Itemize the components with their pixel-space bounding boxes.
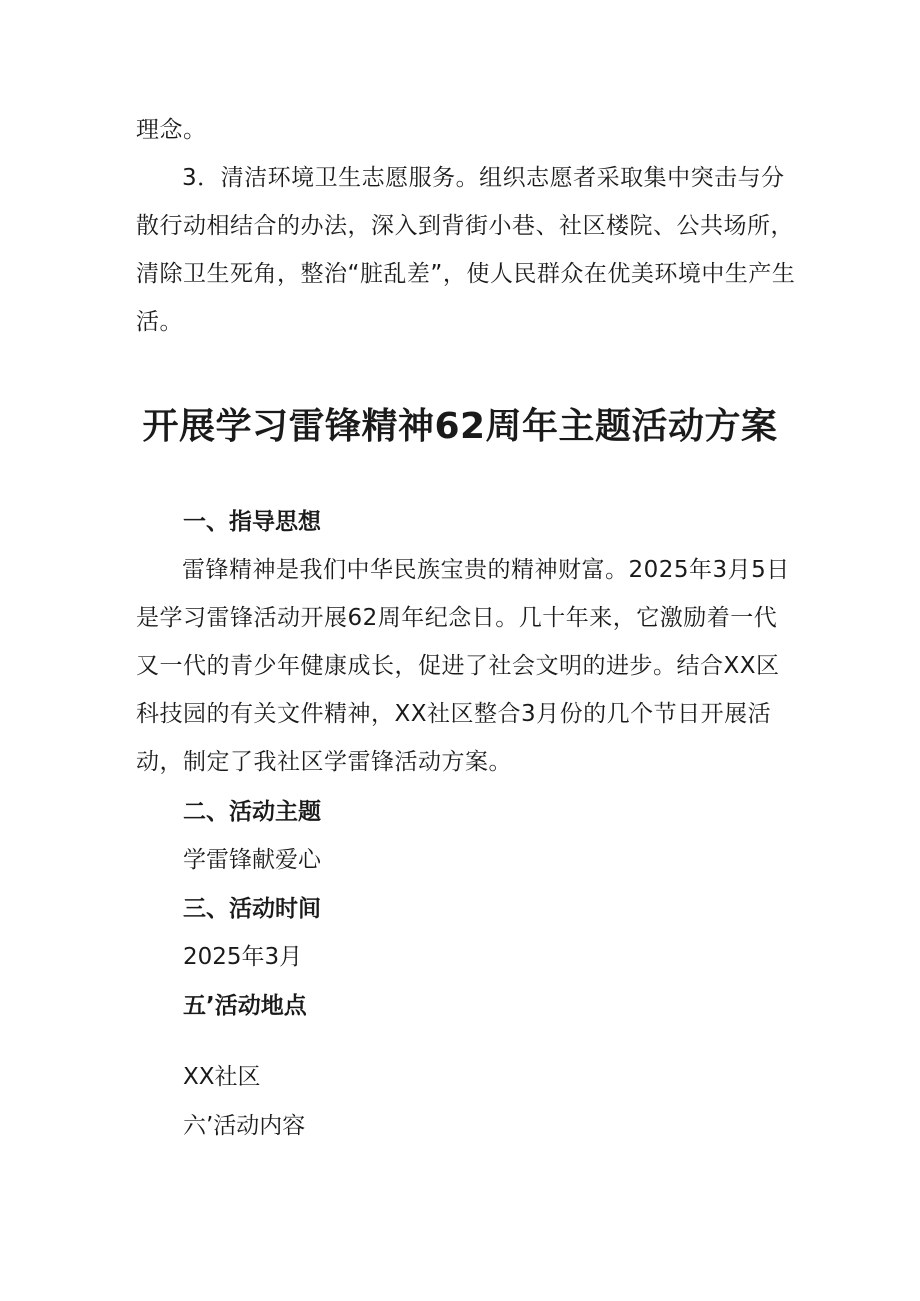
- section-2-body: 学雷锋献爱心: [183, 847, 321, 873]
- section-2-heading: 二、活动主题: [183, 799, 321, 825]
- section-5-body: XX社区: [183, 1064, 261, 1090]
- section-5-heading: 五’活动地点: [183, 993, 307, 1019]
- document-title: 开展学习雷锋精神62周年主题活动方案: [142, 406, 778, 447]
- section-3-body: 2025年3月: [183, 944, 303, 970]
- section-3-heading: 三、活动时间: [183, 896, 321, 922]
- section-1-heading: 一、指导思想: [183, 509, 321, 535]
- continuation-text: 理念。: [136, 117, 207, 143]
- section-6-heading: 六’活动内容: [183, 1113, 306, 1139]
- section-1-body: 雷锋精神是我们中华民族宝贵的精神财富。2025年3月5日是学习雷锋活动开展62周年纪念日。几十年来，它激励着一代又一代的青少年健康成长，促进了社会文明的进步。结合XX区科技园的有关文件精神，XX社区整合3月份的几个节日开展活动，制定了我社区学雷锋活动方案。: [136, 557, 790, 775]
- item-3-paragraph: 3．清洁环境卫生志愿服务。组织志愿者采取集中突击与分散行动相结合的办法，深入到背街小巷、社区楼院、公共场所，清除卫生死角，整治“脏乱差”，使人民群众在优美环境中生产生活。: [136, 165, 796, 335]
